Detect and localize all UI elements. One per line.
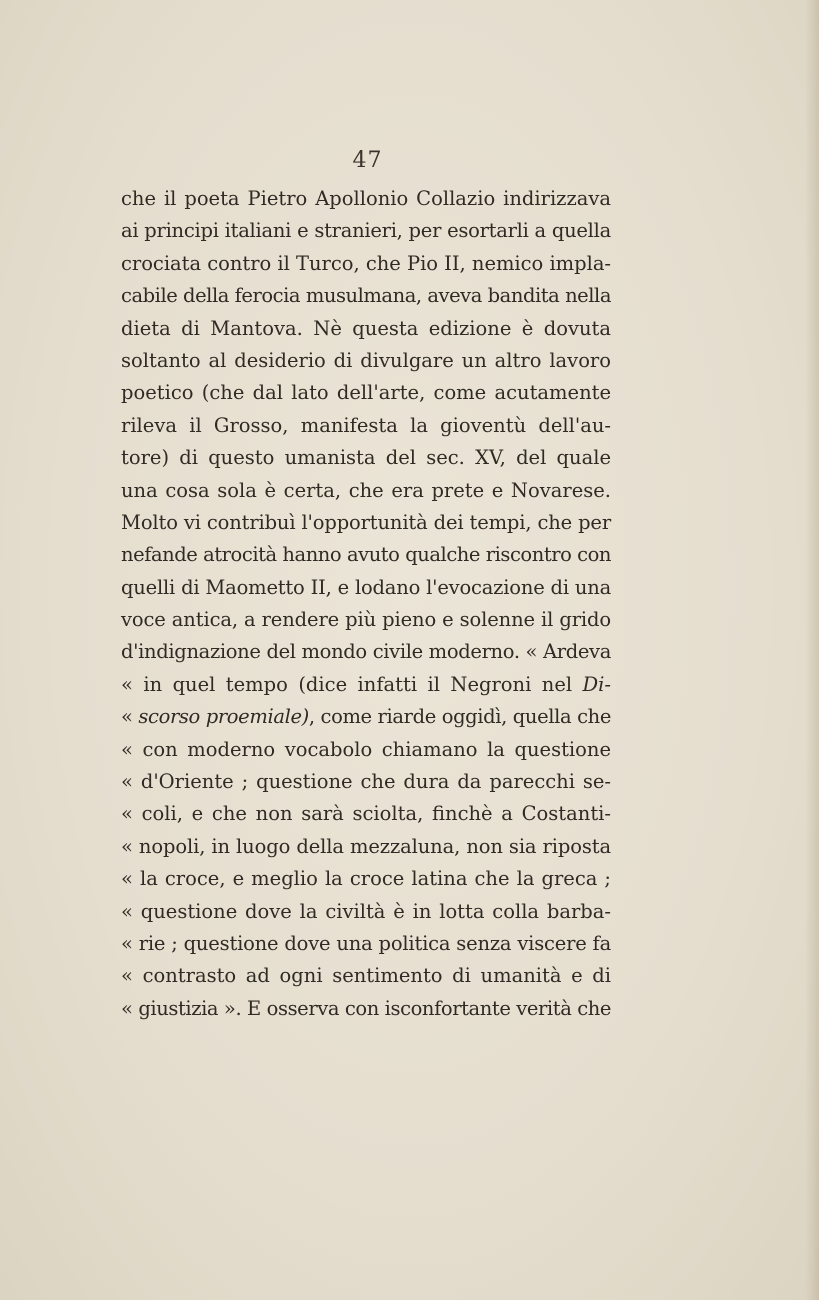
- text-line: cabile della ferocia musulmana, aveva bandita nella: [121, 284, 611, 308]
- text-line: che il poeta Pietro Apollonio Collazio indirizzava: [121, 187, 611, 210]
- text-run: « in quel tempo (dice infatti il Negroni nel: [121, 672, 583, 696]
- text-line: Molto vi contribuì l'opportunità dei tempi, che per: [121, 510, 611, 534]
- text-line-mixed: [121, 701, 611, 733]
- text-line: dieta di Mantova. Nè questa edizione è dovuta: [121, 316, 611, 340]
- text-line: « contrasto ad ogni sentimento di umanità e di: [121, 964, 611, 988]
- text-line: ai principi italiani e stranieri, per esortarli a quella: [121, 219, 611, 243]
- text-line: tore) di questo umanista del sec. XV, del quale: [121, 446, 611, 470]
- text-line: nefande atrocità hanno avuto qualche riscontro con: [121, 543, 611, 567]
- text-line: poetico (che dal lato dell'arte, come acutamente: [121, 381, 611, 405]
- page-number: 47: [352, 148, 383, 173]
- text-line: « questione dove la civiltà è in lotta colla barba-: [121, 899, 611, 923]
- text-run: «: [121, 705, 139, 729]
- body-text: [121, 183, 611, 1025]
- text-line: « giustizia ». E osserva con isconfortante verità che: [121, 996, 611, 1020]
- text-line: una cosa sola è certa, che era prete e Novarese.: [121, 478, 611, 502]
- text-line: rileva il Grosso, manifesta la gioventù dell'au-: [121, 413, 611, 437]
- text-line: « con moderno vocabolo chiamano la questione: [121, 737, 611, 761]
- text-line: voce antica, a rendere più pieno e solenne il grido: [121, 608, 611, 632]
- text-run: , come riarde oggidì, quella che: [308, 705, 611, 729]
- text-line: « nopoli, in luogo della mezzaluna, non sia riposta: [121, 834, 611, 858]
- page-edge-shadow: [805, 0, 819, 1300]
- text-line: « d'Oriente ; questione che dura da parecchi se-: [121, 770, 611, 794]
- text-line: « coli, e che non sarà sciolta, finchè a Costanti-: [121, 802, 611, 826]
- text-line: quelli di Maometto II, e lodano l'evocazione di una: [121, 575, 611, 599]
- italic-run: scorso proemiale): [138, 705, 309, 729]
- text-line-mixed: [121, 669, 611, 701]
- text-line: « la croce, e meglio la croce latina che la greca ;: [121, 867, 611, 891]
- text-line: d'indignazione del mondo civile moderno. « Ardeva: [121, 640, 611, 664]
- italic-run: Di-: [582, 672, 611, 696]
- text-line: crociata contro il Turco, che Pio II, nemico impla-: [121, 251, 611, 275]
- text-line: soltanto al desiderio di divulgare un altro lavoro: [121, 348, 611, 372]
- text-line: « rie ; questione dove una politica senza viscere fa: [121, 931, 611, 955]
